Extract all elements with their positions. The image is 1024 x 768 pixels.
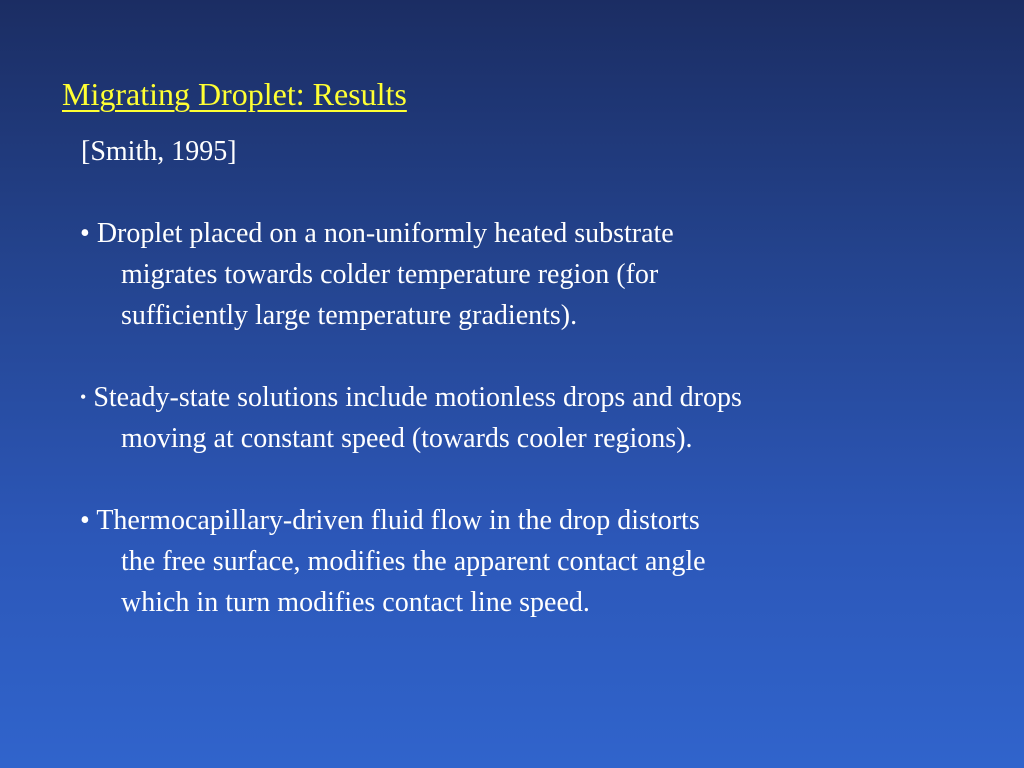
bullet-text: Steady-state solutions include motionless drops and drops bbox=[93, 382, 742, 413]
bullet-marker: • bbox=[80, 505, 90, 536]
bullet-item-2 bbox=[80, 377, 980, 459]
bullet-item-1 bbox=[80, 213, 980, 336]
bullet-marker: • bbox=[80, 218, 90, 249]
bullet-item-3 bbox=[80, 500, 980, 623]
bullet-marker: • bbox=[80, 387, 87, 407]
bullet-line: sufficiently large temperature gradients). bbox=[121, 300, 578, 331]
bullet-line bbox=[80, 500, 980, 541]
bullet-line: migrates towards colder temperature region (for bbox=[121, 259, 659, 290]
bullet-line: the free surface, modifies the apparent contact angle bbox=[121, 546, 706, 577]
bullet-text: Droplet placed on a non-uniformly heated substrate bbox=[96, 218, 674, 249]
bullet-line: moving at constant speed (towards cooler regions). bbox=[121, 423, 693, 454]
citation: [Smith, 1995] bbox=[81, 136, 237, 167]
bullet-line bbox=[80, 213, 980, 254]
slide-title: Migrating Droplet: Results bbox=[62, 76, 407, 112]
bullet-line: which in turn modifies contact line speed. bbox=[121, 587, 590, 618]
bullet-text: Thermocapillary-driven fluid flow in the drop distorts bbox=[96, 505, 700, 536]
bullet-line bbox=[80, 377, 980, 418]
